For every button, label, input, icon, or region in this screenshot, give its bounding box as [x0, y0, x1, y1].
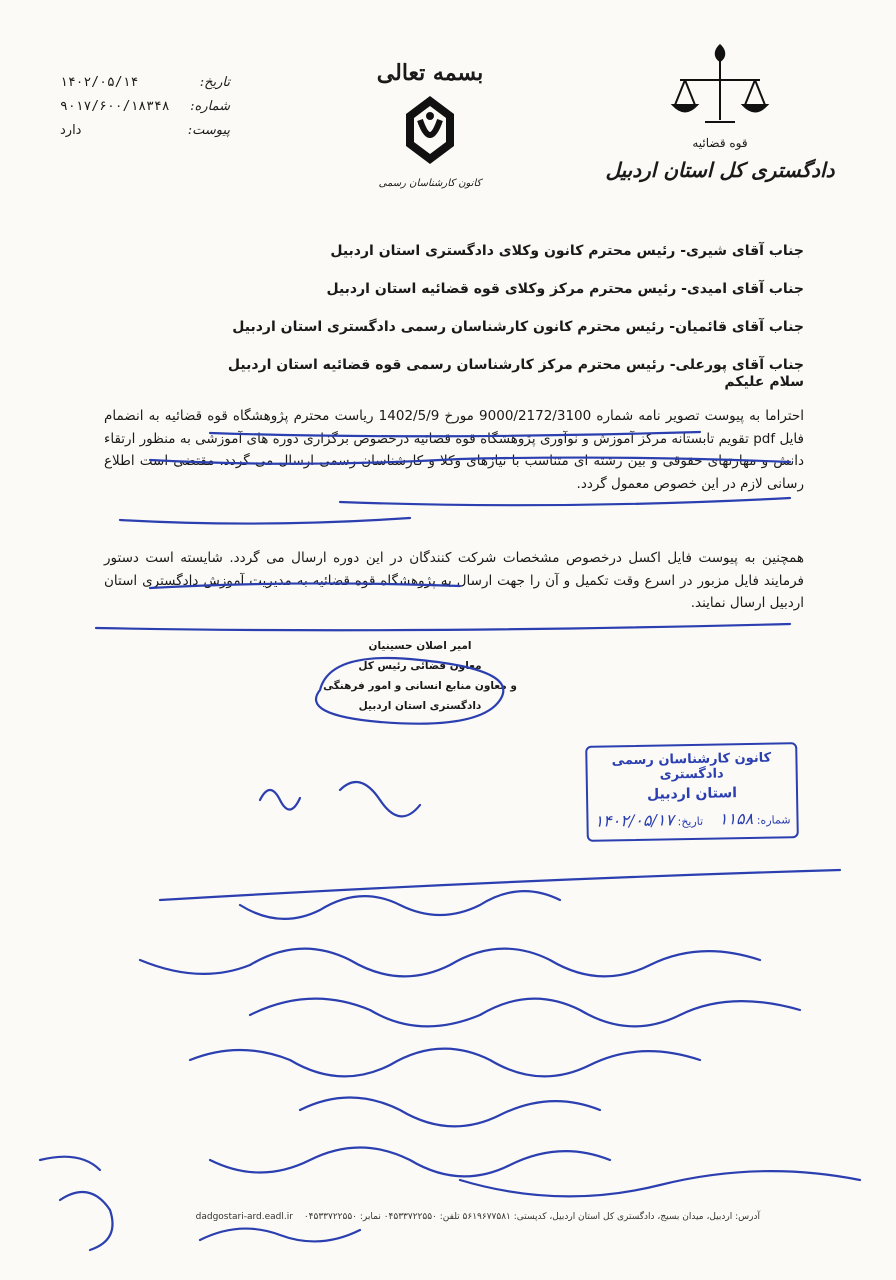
- attachment-value: دارد: [60, 122, 82, 138]
- stamp-date: [594, 810, 703, 831]
- stamp-number-label: شماره:: [756, 813, 791, 827]
- addressee-line: جناب آقای قائمیان- رئیس محترم کانون کارشناسان رسمی دادگستری استان اردبیل: [232, 319, 804, 335]
- receipt-stamp: [585, 742, 799, 842]
- stamp-number: [719, 808, 791, 828]
- attachment-row: [60, 118, 230, 142]
- court-title: دادگستری کل استان اردبیل: [605, 158, 835, 182]
- addressee-line: جناب آقای امیدی- رئیس محترم مرکز وکلای قوه قضائیه استان اردبیل: [326, 281, 804, 297]
- footer-address: آدرس: اردبیل، میدان بسیج، دادگستری کل استان اردبیل، کدپستی: ۵۶۱۹۶۷۷۵۸۱ تلفن: ۰۴۵۳۳۷۲۲۵۵۰ نمابر: ۰۴۵۳۳۷۲۲۵۵۰: [303, 1212, 760, 1222]
- stamp-line-1: کانون کارشناسان رسمی دادگستری: [611, 750, 772, 783]
- stamp-line-2: استان اردبیل: [646, 785, 738, 803]
- signatory-title: معاون قضائی رئیس کل: [358, 660, 482, 672]
- body-paragraph-1: احتراما به پیوست تصویر نامه شماره 9000/2172/3100 مورخ 1402/5/9 ریاست محترم پژوهشگاه قوه قضائیه به انضمام فایل pdf تقویم تابستانه مرکز آموزش و نوآوری پژوهشگاه قوه قضائیه درخصوص برگزاری دوره های آموزشی به منظور ارتقاء دانش و مهارتهای حقوقی و بین رشته ای متناسب با نیازهای وکلا و کارشناسان رسمی ارسال می گردد. مقتضی است اطلاع رسانی لازم در این خصوص معمول گردد.: [104, 408, 805, 492]
- addressee-line: جناب آقای شیری- رئیس محترم کانون وکلای دادگستری استان اردبیل: [330, 243, 804, 259]
- letter-footer: [140, 1212, 760, 1222]
- judiciary-emblem: [600, 40, 840, 220]
- body-paragraph-2: همچنین به پیوست فایل اکسل درخصوص مشخصات شرکت کنندگان در این دوره ارسال می گردد. شایسته است دستور فرمایند فایل مزبور در اسرع وقت تکمیل و آن را جهت ارسال به پژوهشگاه قوه قضائیه به مدیریت آموزش دادگستری استان اردبیل ارسال نمایند.: [104, 550, 804, 611]
- number-label: شماره:: [190, 98, 230, 114]
- stamp-date-label: تاریخ:: [677, 814, 704, 829]
- footer-website: dadgostari-ard.eadl.ir: [195, 1212, 293, 1222]
- letter-meta: [60, 70, 230, 142]
- attachment-label: پیوست:: [187, 122, 230, 138]
- greeting: سلام علیکم: [724, 374, 804, 390]
- addressee-line: جناب آقای پورعلی- رئیس محترم مرکز کارشناسان رسمی قوه قضائیه استان اردبیل: [227, 357, 804, 373]
- number-value: ۹۰۱۷/۶۰۰/۱۸۳۴۸: [60, 98, 170, 114]
- scales-of-justice-icon: [665, 40, 775, 130]
- signatory-name: امیر اصلان حسینیان: [368, 640, 472, 652]
- stamp-meta-row: [588, 800, 796, 831]
- date-row: [60, 70, 230, 94]
- center-caption: کانون کارشناسان رسمی: [378, 178, 482, 189]
- besmellah-text: بسمه تعالی: [376, 60, 484, 86]
- center-emblem: [370, 60, 490, 230]
- organization-logo-icon: [390, 90, 470, 170]
- stamp-number-value: ۱۱۵۸: [718, 808, 754, 829]
- judiciary-label: قوه قضائیه: [692, 136, 748, 150]
- number-row: [60, 94, 230, 118]
- addressee-list: [227, 232, 804, 384]
- date-value: ۱۴۰۲/۰۵/۱۴: [60, 74, 139, 90]
- signatory-title-2: و معاون منابع انسانی و امور فرهنگی دادگستری استان اردبیل: [323, 680, 517, 712]
- date-label: تاریخ:: [199, 74, 230, 90]
- signature-block: [300, 636, 540, 716]
- stamp-date-value: ۱۴۰۲/۰۵/۱۷: [594, 810, 675, 831]
